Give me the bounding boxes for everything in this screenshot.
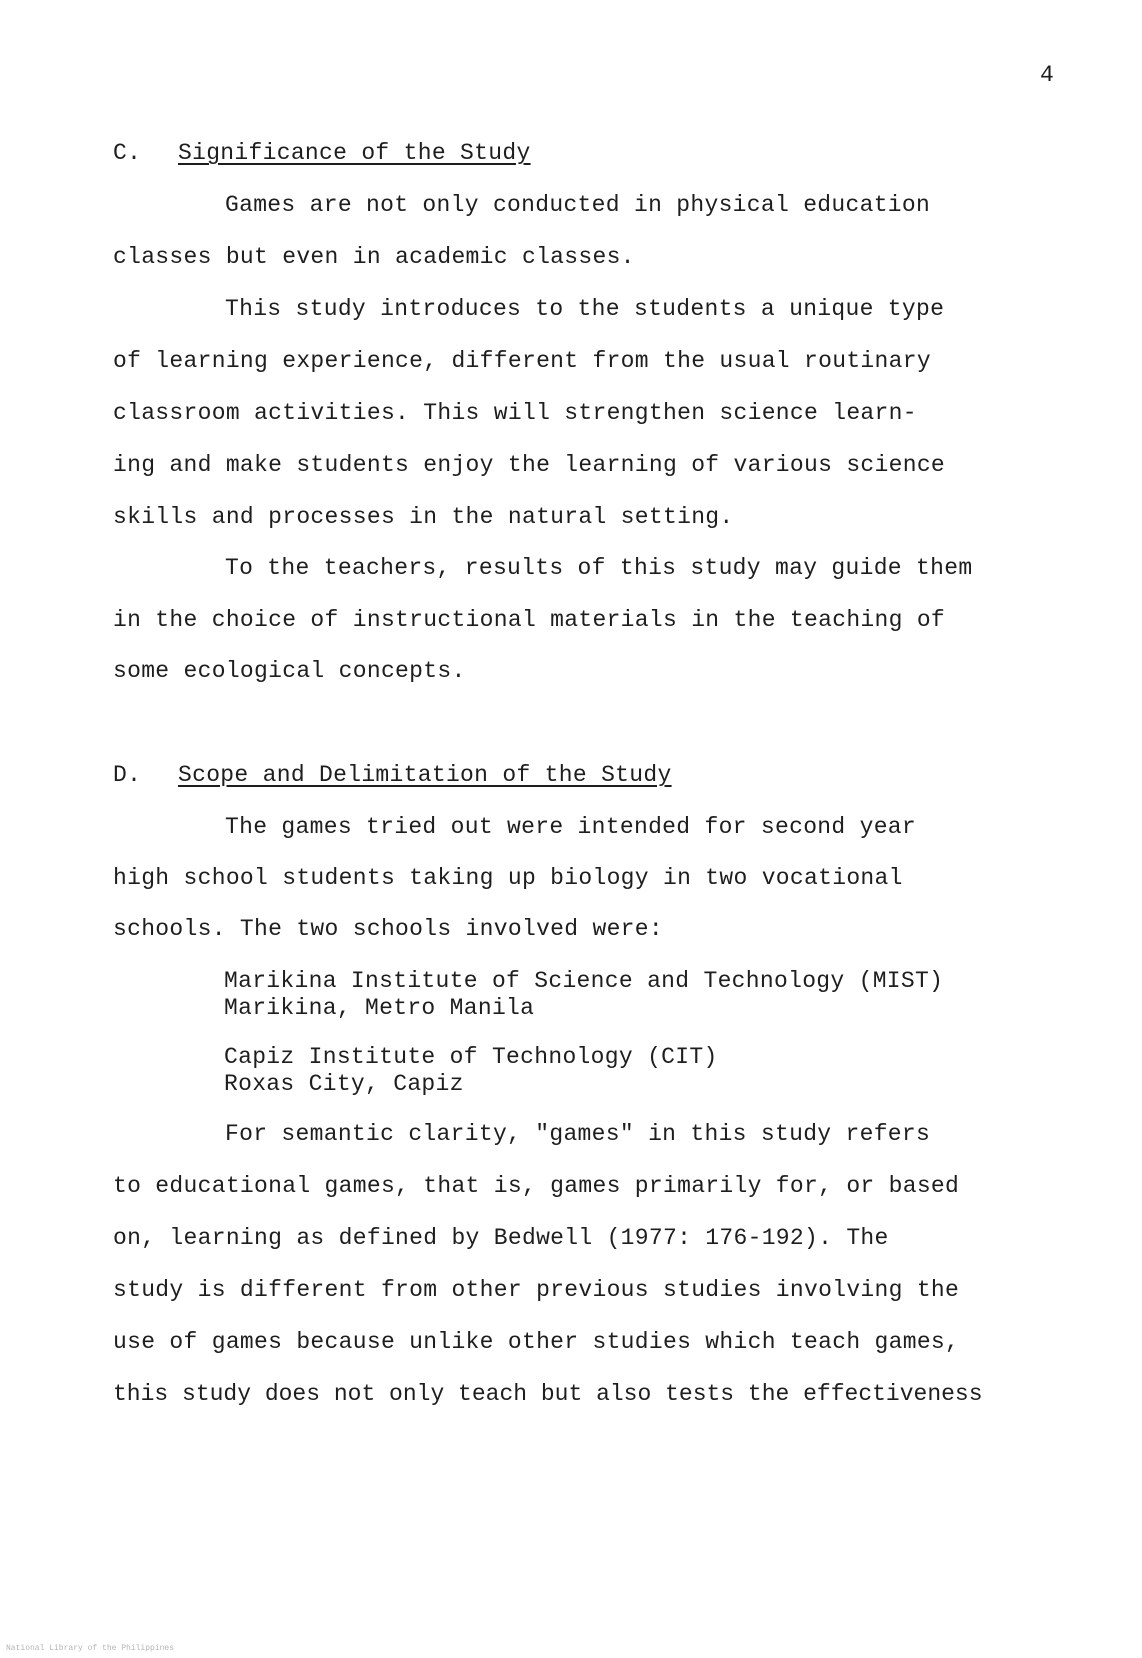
section-d-heading: Scope and Delimitation of the Study [178,762,672,788]
section-c-letter: C. [113,140,142,166]
section-d-letter: D. [113,762,142,788]
paragraph-line: classes but even in academic classes. [113,244,635,270]
page-number: 4 [1040,62,1054,88]
paragraph-line: skills and processes in the natural setting. [113,504,734,530]
paragraph-line: use of games because unlike other studies which teach games, [113,1329,960,1355]
paragraph-line: this study does not only teach but also tests the effectiveness [113,1381,983,1407]
paragraph-line: of learning experience, different from the usual routinary [113,348,931,374]
paragraph-line: To the teachers, results of this study may guide them [225,555,973,581]
paragraph-line: to educational games, that is, games primarily for, or based [113,1173,960,1199]
paragraph-line: in the choice of instructional materials in the teaching of [113,607,946,633]
paragraph-line: This study introduces to the students a unique type [225,296,945,322]
school-name: Capiz Institute of Technology (CIT) [224,1044,718,1070]
library-footer-mark: National Library of the Philippines [6,1644,175,1653]
paragraph-line: some ecological concepts. [113,658,466,684]
school-location: Marikina, Metro Manila [224,995,535,1021]
paragraph-line: ing and make students enjoy the learning of various science [113,452,946,478]
paragraph-line: on, learning as defined by Bedwell (1977: 176-192). The [113,1225,889,1251]
paragraph-line: Games are not only conducted in physical education [225,192,931,218]
paragraph-line: For semantic clarity, "games" in this study refers [225,1121,931,1147]
paragraph-line: classroom activities. This will strengthen science learn- [113,400,917,426]
paragraph-line: schools. The two schools involved were: [113,916,663,942]
paragraph-line: The games tried out were intended for second year [225,814,917,840]
school-name: Marikina Institute of Science and Technology (MIST) [224,968,944,994]
paragraph-line: study is different from other previous studies involving the [113,1277,960,1303]
paragraph-line: high school students taking up biology in two vocational [113,865,903,891]
section-c-heading: Significance of the Study [178,140,531,166]
school-location: Roxas City, Capiz [224,1071,464,1097]
